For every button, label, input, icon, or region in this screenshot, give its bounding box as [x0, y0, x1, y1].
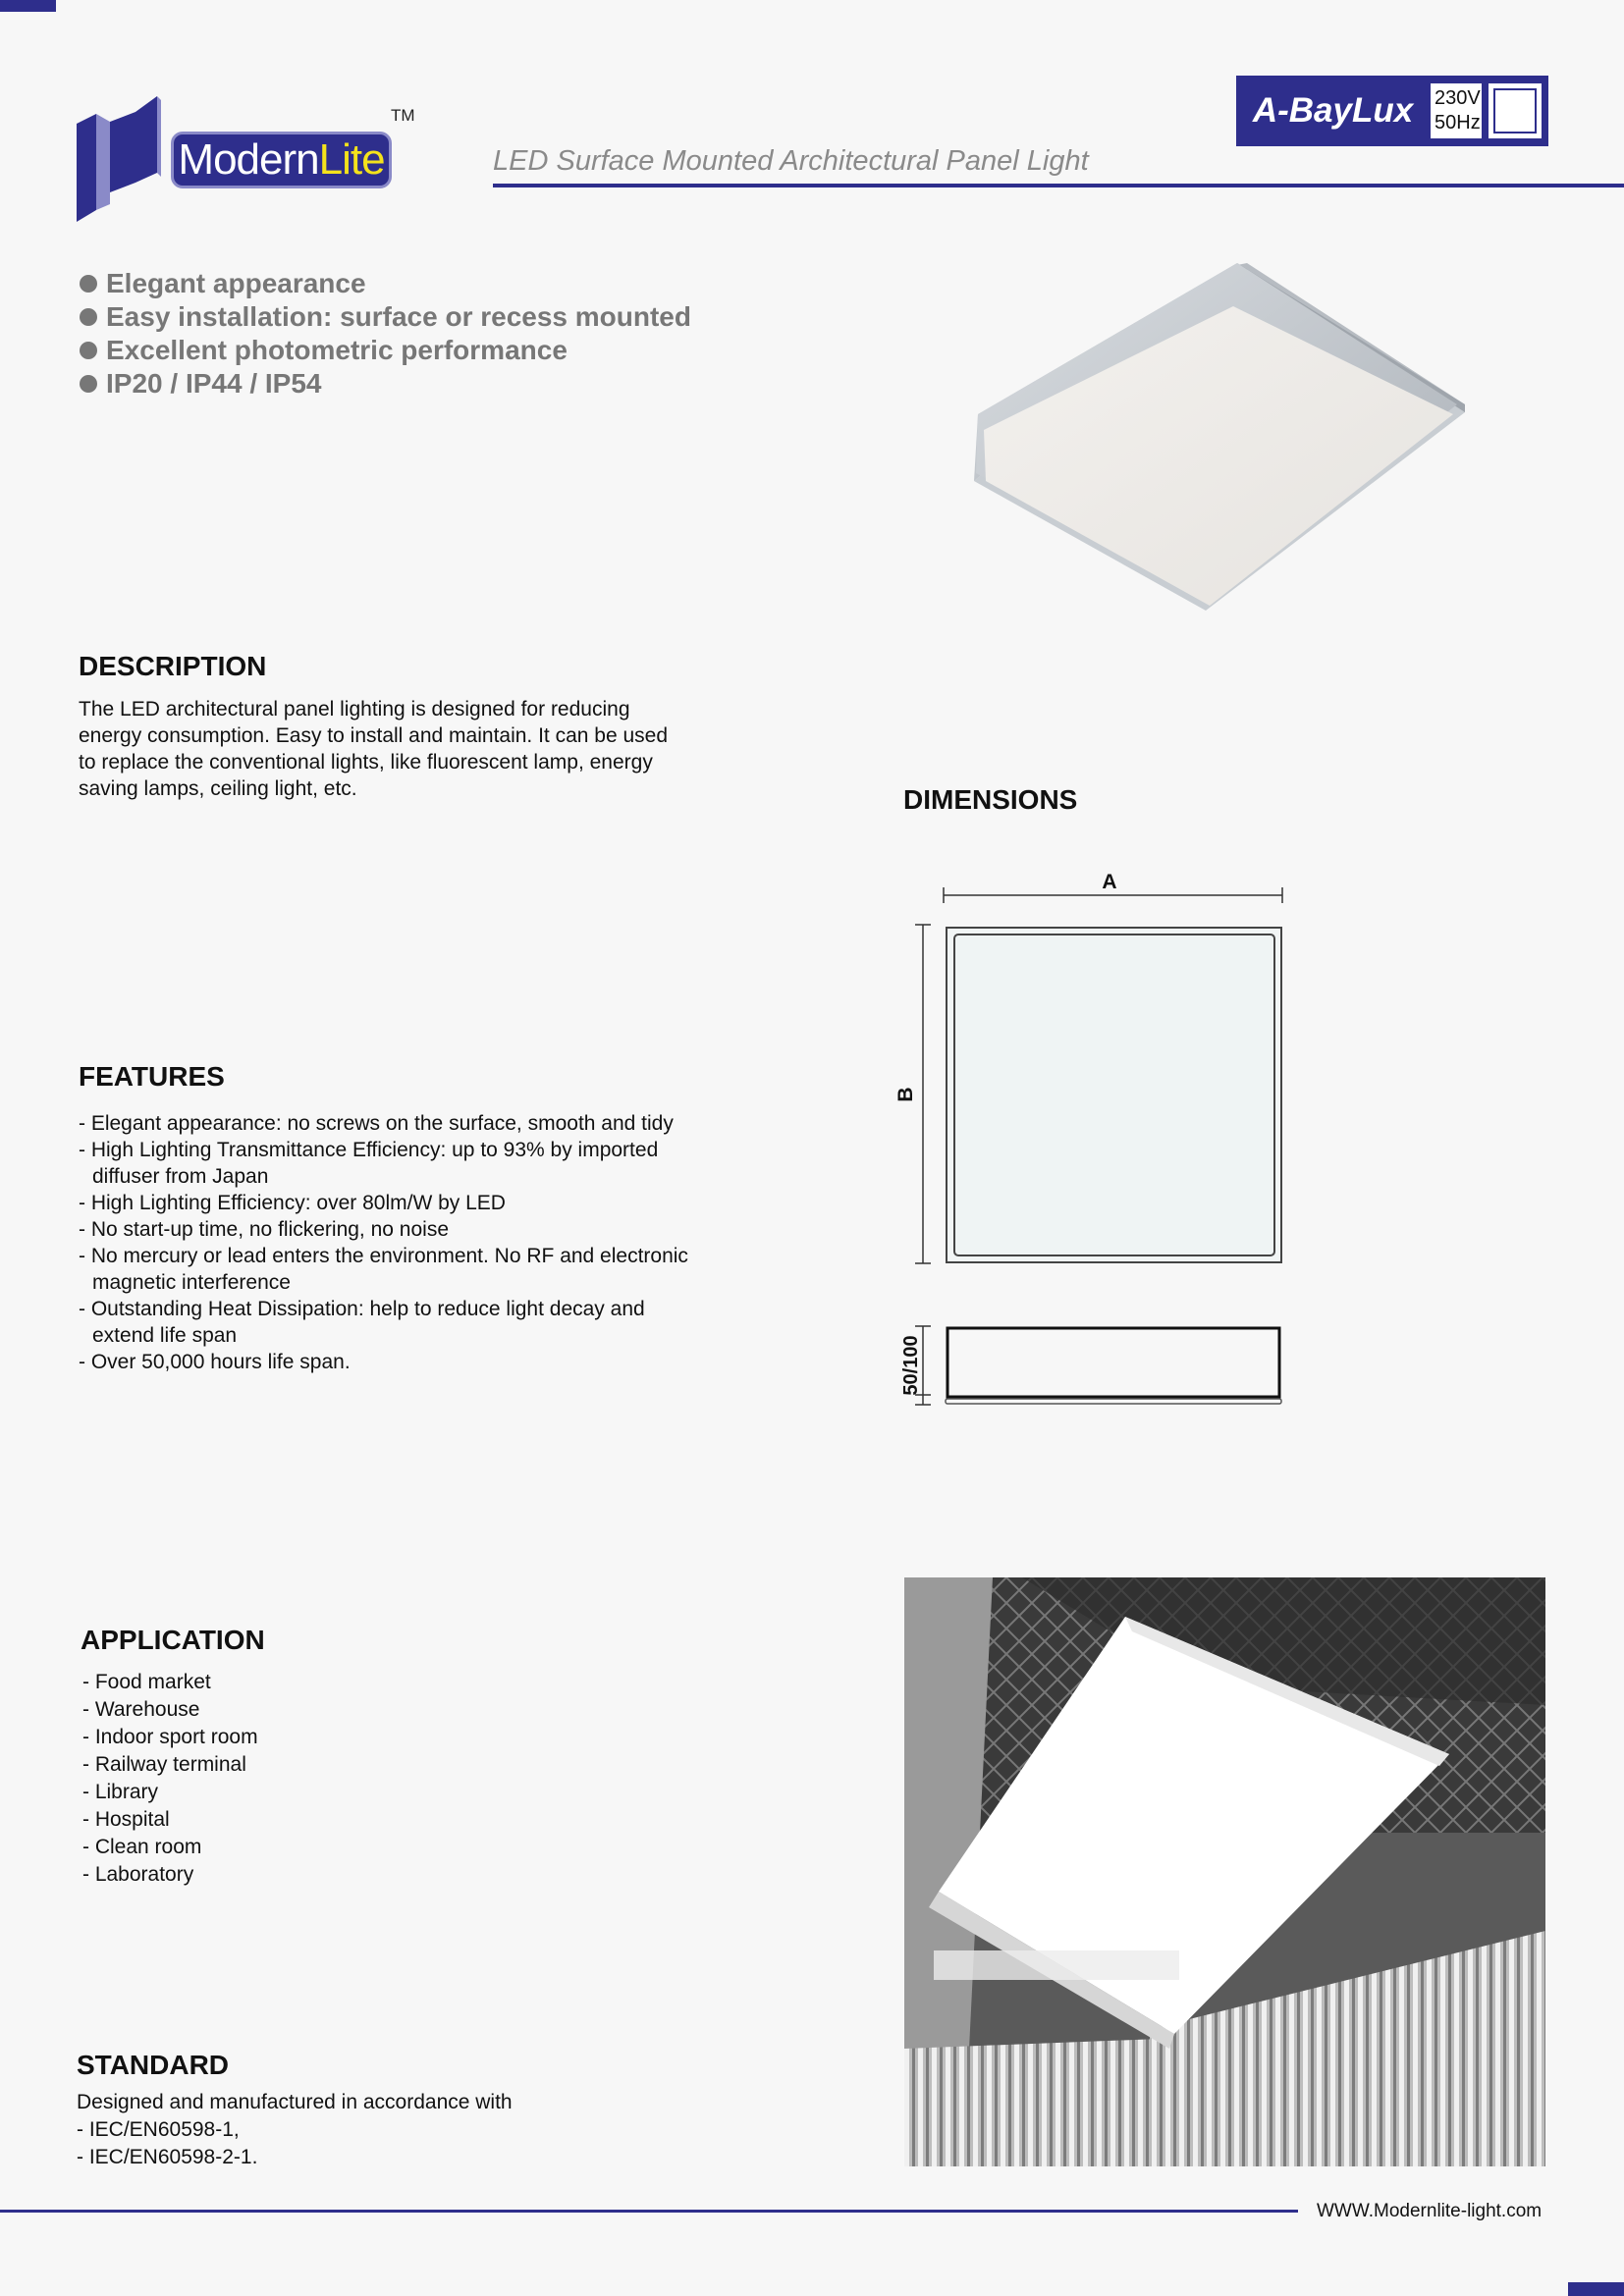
corner-mark-bottom-right [1568, 2282, 1624, 2296]
standard-item: - IEC/EN60598-2-1. [77, 2146, 258, 2168]
highlight-item [79, 267, 691, 300]
features-heading: FEATURES [79, 1061, 225, 1092]
product-line-name: A-BayLux [1252, 91, 1414, 130]
highlights-list [79, 267, 691, 400]
application-heading: APPLICATION [81, 1625, 265, 1655]
highlight-item [79, 334, 691, 367]
trademark-symbol: TM [391, 106, 415, 125]
highlight-text: Easy installation: surface or recess mounted [106, 301, 691, 332]
product-line-badge [1236, 76, 1548, 146]
feature-item: - No start-up time, no flickering, no noise [79, 1218, 449, 1241]
dimension-label-b: B [894, 1087, 917, 1102]
subtitle-rule [493, 184, 1624, 187]
highlight-text: Excellent photometric performance [106, 335, 568, 365]
application-photo [904, 1577, 1545, 2166]
feature-item: - Elegant appearance: no screws on the surface, smooth and tidy [79, 1112, 674, 1135]
certification-box [1487, 81, 1543, 140]
highlight-text: Elegant appearance [106, 268, 366, 298]
standard-heading: STANDARD [77, 2050, 230, 2080]
application-item: - Clean room [82, 1836, 202, 1858]
highlight-item [79, 300, 691, 334]
description-heading: DESCRIPTION [79, 651, 267, 681]
application-list [82, 1669, 258, 1889]
application-item: - Indoor sport room [82, 1726, 258, 1748]
certification-box-inner [1493, 88, 1537, 133]
standard-intro: Designed and manufactured in accordance with [77, 2091, 513, 2113]
voltage-value: 230V [1435, 87, 1481, 109]
application-item: - Food market [82, 1671, 211, 1693]
features-list [79, 1110, 707, 1375]
logo-word-lite: Lite [318, 135, 385, 184]
application-item: - Library [82, 1781, 159, 1803]
product-photo [962, 257, 1473, 630]
application-item: - Laboratory [82, 1863, 194, 1886]
dimensions-heading: DIMENSIONS [903, 784, 1078, 815]
gear-bullet-icon [81, 309, 96, 325]
dimension-drawing [894, 869, 1292, 1418]
feature-item: - No mercury or lead enters the environment. No RF and electronic magnetic interference [79, 1245, 688, 1294]
highlight-text: IP20 / IP44 / IP54 [106, 368, 322, 399]
logo-word-modern: Modern [178, 135, 319, 184]
website-link[interactable]: WWW.Modernlite-light.com [1317, 2201, 1543, 2221]
footer-rule [0, 2210, 1298, 2213]
page-subtitle: LED Surface Mounted Architectural Panel Light [493, 145, 1089, 177]
dimension-label-a: A [1102, 871, 1117, 893]
highlight-item [79, 367, 691, 400]
gear-bullet-icon [81, 376, 96, 392]
standard-item: - IEC/EN60598-1, [77, 2118, 240, 2141]
gear-bullet-icon [81, 343, 96, 358]
dimension-label-height: 50/100 [900, 1335, 922, 1396]
feature-item: - High Lighting Transmittance Efficiency: up to 93% by imported diffuser from Japan [79, 1139, 659, 1188]
logo-mark-icon [77, 94, 175, 222]
gear-bullet-icon [81, 276, 96, 292]
application-item: - Railway terminal [82, 1753, 246, 1776]
corner-mark-top-left [0, 0, 56, 12]
company-logo [77, 94, 420, 222]
feature-item: - Over 50,000 hours life span. [79, 1351, 351, 1373]
standard-list [77, 2116, 257, 2171]
application-item: - Warehouse [82, 1698, 200, 1721]
logo-wordmark [171, 132, 392, 188]
description-text: The LED architectural panel lighting is designed for reducing energy consumption. Easy to install and maintain. It can be used to replace the conventional lights, like fluorescent lamp, energy saving lamps, ceiling light, etc. [79, 698, 669, 800]
application-item: - Hospital [82, 1808, 170, 1831]
feature-item: - High Lighting Efficiency: over 80lm/W by LED [79, 1192, 506, 1214]
voltage-box [1429, 81, 1484, 140]
frequency-value: 50Hz [1435, 112, 1481, 133]
feature-item: - Outstanding Heat Dissipation: help to reduce light decay and extend life span [79, 1298, 645, 1347]
